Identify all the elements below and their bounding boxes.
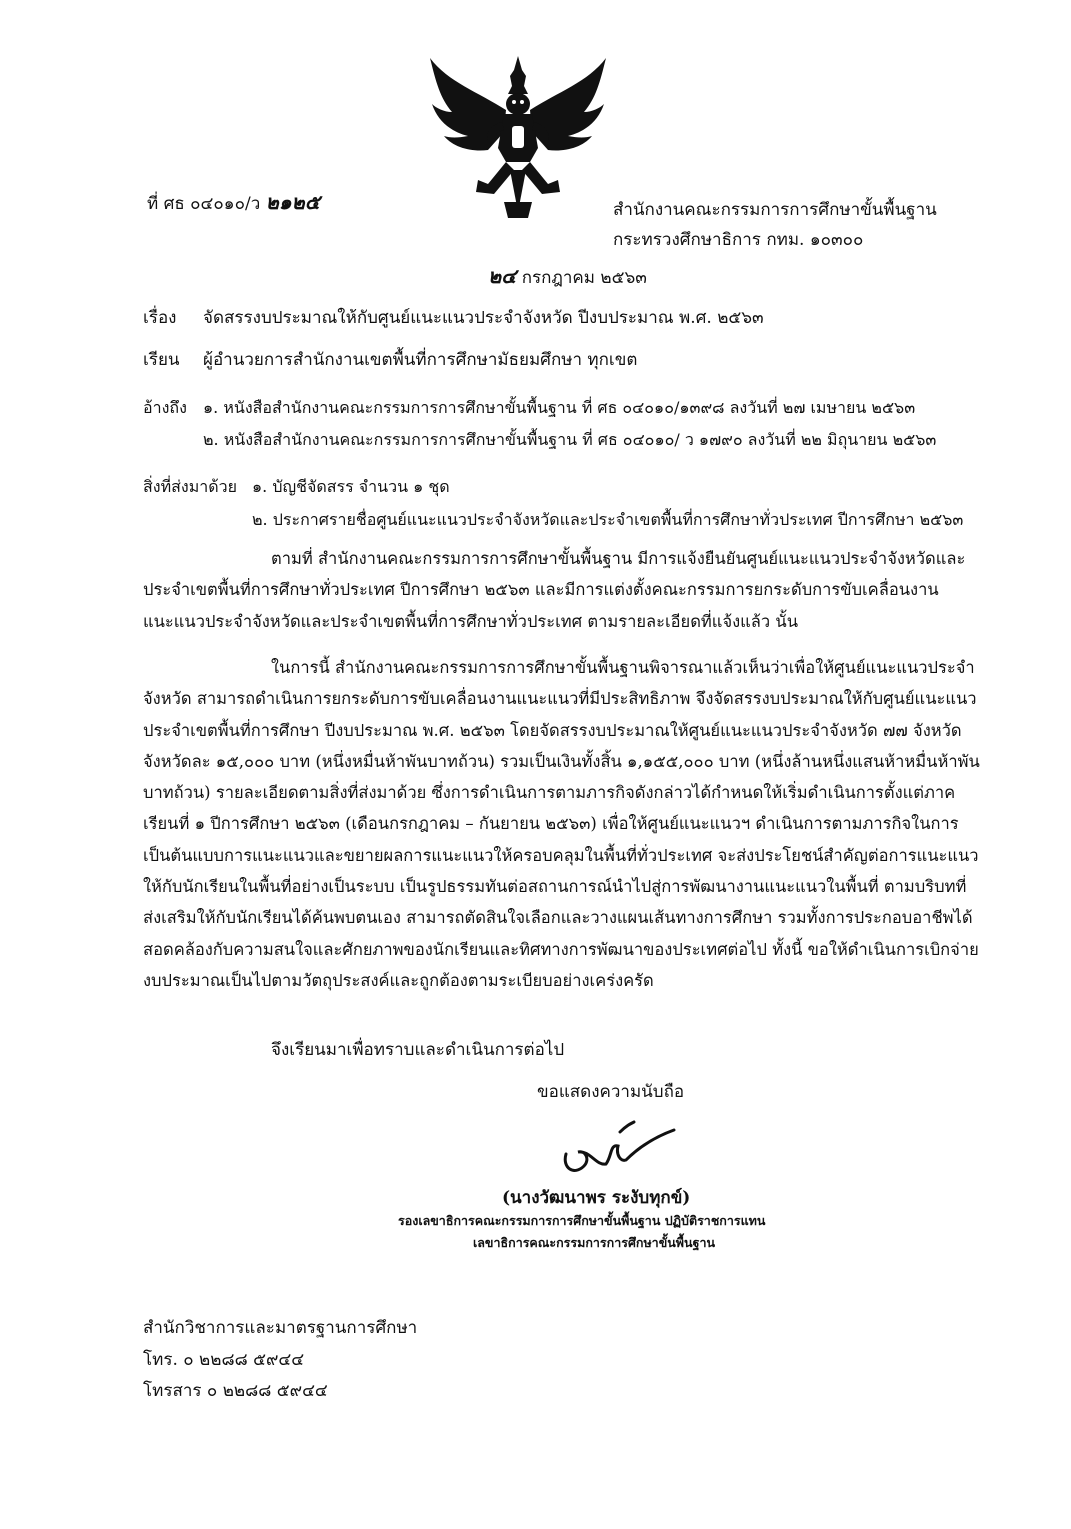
garuda-emblem-icon xyxy=(418,52,618,222)
to-text: ผู้อำนวยการสำนักงานเขตพื้นที่การศึกษามัธยมศึกษา ทุกเขต xyxy=(203,350,638,370)
handwritten-signature-icon xyxy=(560,1110,680,1180)
enclosure-item-1: ๑. บัญชีจัดสรร จำนวน ๑ ชุด xyxy=(252,477,450,496)
reference-item-1: ๑. หนังสือสำนักงานคณะกรรมการการศึกษาขั้นพื้นฐาน ที่ ศธ ๐๔๐๑๐/๑๓๙๘ ลงวันที่ ๒๗ เมษายน ๒๕๖๓ xyxy=(203,398,916,417)
signer-name: (นางวัฒนาพร ระงับทุกข์) xyxy=(502,1188,691,1208)
sender-line2: กระทรวงศึกษาธิการ กทม. ๑๐๓๐๐ xyxy=(613,230,864,250)
date-month-year: กรกฎาคม ๒๕๖๓ xyxy=(521,268,647,288)
phone-number: โทร. ๐ ๒๒๘๘ ๕๙๔๔ xyxy=(143,1350,305,1370)
date-day-handwritten: ๒๔ xyxy=(488,264,517,288)
subject-label: เรื่อง xyxy=(143,308,177,328)
subject-text: จัดสรรงบประมาณให้กับศูนย์แนะแนวประจำจังหวัด ปีงบประมาณ พ.ศ. ๒๕๖๓ xyxy=(203,308,764,328)
signer-title-1: รองเลขาธิการคณะกรรมการการศึกษาขั้นพื้นฐาน ปฏิบัติราชการแทน xyxy=(398,1213,766,1228)
sender-line1: สำนักงานคณะกรรมการการศึกษาขั้นพื้นฐาน xyxy=(613,200,937,220)
enclosures-label: สิ่งที่ส่งมาด้วย xyxy=(143,477,237,496)
signer-title-2: เลขาธิการคณะกรรมการการศึกษาขั้นพื้นฐาน xyxy=(473,1235,716,1250)
closing-salutation: ขอแสดงความนับถือ xyxy=(537,1082,685,1102)
enclosure-item-2: ๒. ประกาศรายชื่อศูนย์แนะแนวประจำจังหวัดและประจำเขตพื้นที่การศึกษาทั่วประเทศ ปีการศึกษา ๒๕๖๓ xyxy=(252,510,964,529)
to-label: เรียน xyxy=(143,350,180,370)
closing-request: จึงเรียนมาเพื่อทราบและดำเนินการต่อไป xyxy=(271,1040,565,1060)
body-paragraph-2: ในการนี้ สำนักงานคณะกรรมการการศึกษาขั้นพื้นฐานพิจารณาแล้วเห็นว่าเพื่อให้ศูนย์แนะแนวประจำจังหวัด สามารถดำเนินการยกระดับการขับเคลื่อนงานแนะแนวที่มีประสิทธิภาพ จึงจัดสรรงบประมาณให้กับศูนย์แนะแนวประจำเขตพื้นที่การศึกษา ปีงบประมาณ พ.ศ. ๒๕๖๓ โดยจัดสรรงบประมาณให้ศูนย์แนะแนวประจำจังหวัด ๗๗ จังหวัด จังหวัดละ ๑๕,๐๐๐ บาท (หนึ่งหมื่นห้าพันบาทถ้วน) รวมเป็นเงินทั้งสิ้น ๑,๑๕๕,๐๐๐ บาท (หนึ่งล้านหนึ่งแสนห้าหมื่นห้าพันบาทถ้วน) รายละเอียดตามสิ่งที่ส่งมาด้วย ซึ่งการดำเนินการตามภารกิจดังกล่าวได้กำหนดให้เริ่มดำเนินการตั้งแต่ภาคเรียนที่ ๑ ปีการศึกษา ๒๕๖๓ (เดือนกรกฎาคม – กันยายน ๒๕๖๓) เพื่อให้ศูนย์แนะแนวฯ ดำเนินการตามภารกิจในการเป็นต้นแบบการแนะแนวและขยายผลการแนะแนวให้ครอบคลุมในพื้นที่ทั่วประเทศ จะส่งประโยชน์สำคัญต่อการแนะแนวให้กับนักเรียนในพื้นที่อย่างเป็นระบบ เป็นรูปธรรมทันต่อสถานการณ์นำไปสู่การพัฒนางานแนะแนวในพื้นที่ ตามบริบทที่ส่งเสริมให้กับนักเรียนได้ค้นพบตนเอง สามารถตัดสินใจเลือกและวางแผนเส้นทางการศึกษา รวมทั้งการประกอบอาชีพได้สอดคล้องกับความสนใจและศักยภาพของนักเรียนและทิศทางการพัฒนาของประเทศต่อไป ทั้งนี้ ขอให้ดำเนินการเบิกจ่ายงบประมาณเป็นไปตามวัตถุประสงค์และถูกต้องตามระเบียบอย่างเคร่งครัด xyxy=(143,658,980,990)
reference-number xyxy=(147,190,320,216)
fax-number: โทรสาร ๐ ๒๒๘๘ ๕๙๔๔ xyxy=(143,1381,328,1401)
reference-item-2: ๒. หนังสือสำนักงานคณะกรรมการการศึกษาขั้นพื้นฐาน ที่ ศธ ๐๔๐๑๐/ ว ๑๗๙๐ ลงวันที่ ๒๒ มิถุนายน ๒๕๖๓ xyxy=(203,430,937,449)
ref-prefix: ที่ ศธ ๐๔๐๑๐/ว xyxy=(147,194,261,214)
ref-number-handwritten: ๒๑๒๕ xyxy=(265,190,320,214)
letter-date xyxy=(488,264,647,290)
references-label: อ้างถึง xyxy=(143,398,187,417)
body-paragraph-1: ตามที่ สำนักงานคณะกรรมการการศึกษาขั้นพื้นฐาน มีการแจ้งยืนยันศูนย์แนะแนวประจำจังหวัดและประจำเขตพื้นที่การศึกษาทั่วประเทศ ปีการศึกษา ๒๕๖๓ และมีการแต่งตั้งคณะกรรมการยกระดับการขับเคลื่อนงานแนะแนวประจำจังหวัดและประจำเขตพื้นที่การศึกษาทั่วประเทศ ตามรายละเอียดที่แจ้งแล้ว นั้น xyxy=(143,549,966,631)
office-name: สำนักวิชาการและมาตรฐานการศึกษา xyxy=(143,1318,418,1338)
